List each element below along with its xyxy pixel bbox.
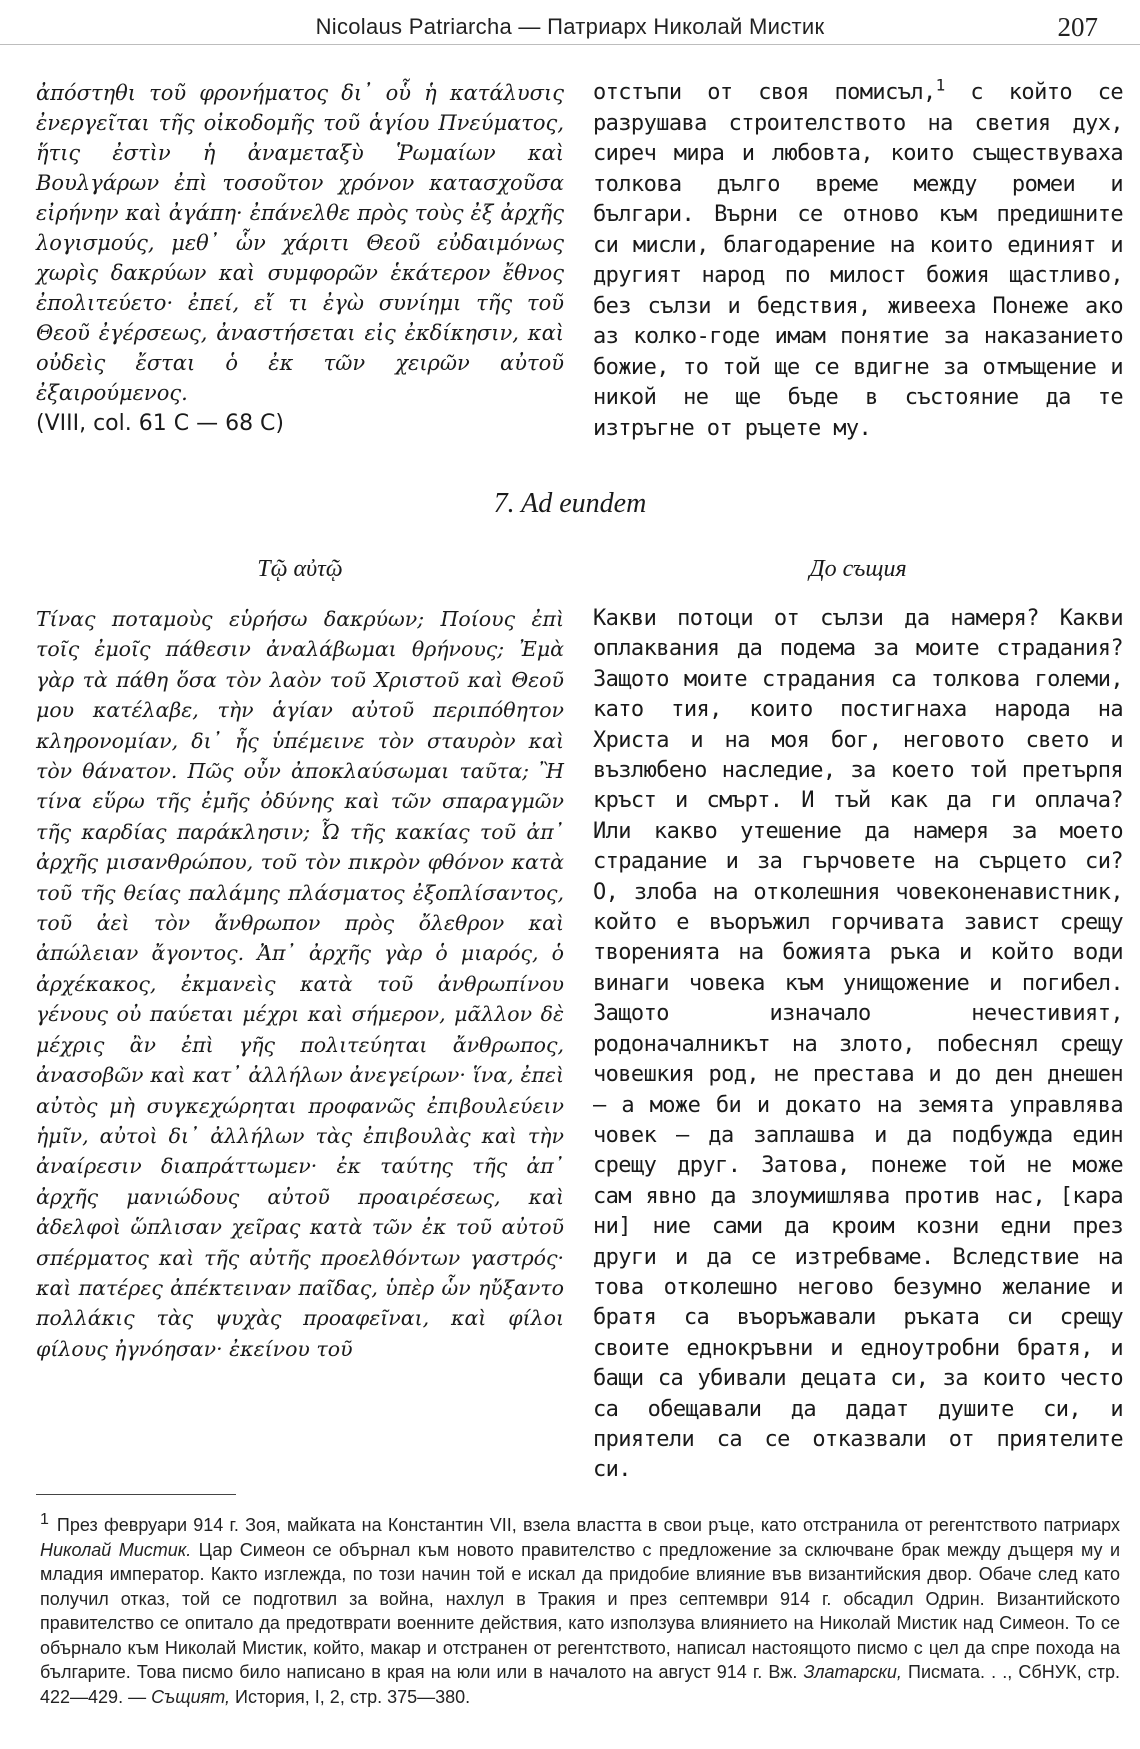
footnote-text-2: Цар Симеон се обърнал към новото правителство с предложение за сключване брак между дъщеря му и младия император. Както изглежда, по този начин той е искал да придобие влияние във византийския двор. Обаче след като получил отказ, той се подготвил за война, нахлул в Тракия и през септември 914 г. обсадил Одрин. Византийското правителство се опитало да предотврати военните действия, като използува влиянието на Николай Мистик над Симеон. То се обърнало към Николай Мистик, който, макар и отстранен от регентството, написал настоящото писмо с цел да спре похода на българите. Това писмо било написано в края на юли или в началото на август 914 г. Вж.	[40, 1539, 1120, 1682]
greek-subtitle: Τῷ αὐτῷ	[257, 556, 343, 582]
footnote-italic-same: Същият,	[151, 1686, 230, 1707]
greek-text-block-1	[36, 78, 564, 439]
greek-paragraph: ἀπόστηθι τοῦ φρονήματος δι᾽ οὗ ἡ κατάλυσις ἐνεργεῖται τῆς οἰκοδομῆς τοῦ ἁγίου Πνεύματος, ἥτις ἐστὶν ἡ ἀναμεταξὺ Ῥωμαίων καὶ Βουλγάρων ἐπὶ τοσοῦτον χρόνον κατασχοῦσα εἰρήνην καὶ ἀγάπη· ἐπάνελθε πρὸς τοὺς ἐξ ἀρχῆς λογισμούς, μεθ᾽ ὧν χάριτι Θεοῦ εὐδαιμόνως χωρὶς δακρύων καὶ συμφορῶν ἑκάτερον ἔθνος ἐπολιτεύετο· ἐπεί, εἴ τι ἐγὼ συνίημι τῆς τοῦ Θεοῦ ἐγέρσεως, ἀναστήσεται εἰς ἐκδίκησιν, καὶ οὐδεὶς ἔσται ὁ ἐκ τῶν χειρῶν αὐτοῦ ἐξαιρούμενος.	[36, 81, 564, 405]
bulgarian-paragraph-rest: с който се разрушава строителството на светия дух, сиреч мира и любовта, които съществуваха толкова дълго време между ромеи и българи. Върни се отново към предишните си мисли, благодарение на които единият и другият народ по милост божия щастливо, без сълзи и бедствия, живееха Понеже ако аз колко-годе имам понятие за наказанието божие, то той ще се вдигне за отмъщение и никой не ще бъде в състояние да те изтръгне от ръцете му.	[593, 80, 1123, 441]
bulgarian-letter-text: Какви потоци от сълзи да намеря? Какви оплаквания да подема за моите страдания? Защото моите страдания са толкова големи, като тия, които постигнаха народа на Христа и на моя бог, неговото свето и възлюбено наследие, за което той претърпя кръст и смърт. И тъй как да ги оплача? Или какво утешение да намеря за моето страдание и за гърчовете на сърцето си? О, злоба на отколешния човеконенавистник, който е въоръжил горчивата завист срещу творенията на божията ръка и който води винаги човека към унищожение и погибел. Защото изначало нечестивият, родоначалникът на злото, побеснял срещу човешкия род, не престава и до ден днешен — а може би и докато на земята управлява човек — да заплашва и да подбужда един срещу друг. Затова, понеже той не може сам явно да злоумишлява против нас, [кара ни] ние сами да кроим козни едни през други и да се изтребваме. Вследствие на това отколешно негово безумно желание и братя са въоръжавали ръката си срещу своите еднокръвни и едноутробни братя, и бащи са убивали децата си, за които често са обещавали да дадат душите си, и приятели са се отказвали от приятелите си.	[593, 606, 1123, 1483]
footnote-italic-author: Златарски,	[803, 1662, 902, 1682]
page-header	[0, 8, 1140, 45]
page-number: 207	[1057, 12, 1098, 42]
greek-citation: (VIII, col. 61 C — 68 C)	[36, 411, 285, 436]
running-title: Nicolaus Patriarcha — Патриарх Николай Мистик	[315, 14, 825, 39]
greek-letter-text: Τίνας ποταμοὺς εὑρήσω δακρύων; Ποίους ἐπὶ τοῖς ἐμοῖς πάθεσιν ἀναλάβωμαι θρήνους; Ἐμὰ γὰρ τὰ πάθη ὅσα τὸν λαὸν τοῦ Χριστοῦ καὶ Θεοῦ μου κατέλαβε, τὴν ἁγίαν αὐτοῦ περιπόθητον κληρονομίαν, δι᾽ ἧς ὑπέμεινε τὸν σταυρὸν καὶ τὸν θάνατον. Πῶς οὖν ἀποκλαύσωμαι ταῦτα; Ἢ τίνα εὕρω τῆς ἐμῆς ὀδύνης καὶ τῶν σπαραγμῶν τῆς καρδίας παράκλησιν; Ὦ τῆς κακίας τοῦ ἀπ᾽ ἀρχῆς μισανθρώπου, τοῦ τὸν πικρὸν φθόνον κατὰ τοῦ τῆς θείας παλάμης πλάσματος ἐξοπλίσαντος, τοῦ ἀεὶ τὸν ἄνθρωπον πρὸς ὄλεθρον καὶ ἀπώλειαν ἄγοντος. Ἀπ᾽ ἀρχῆς γὰρ ὁ μιαρός, ὁ ἀρχέκακος, ἐκμανεὶς κατὰ τοῦ ἀνθρωπίνου γένους οὐ παύεται μέχρι καὶ σήμερον, μᾶλλον δὲ μέχρις ἂν ἐπὶ γῆς πολιτεύηται ἄνθρωπος, ἀνασοβῶν καὶ κατ᾽ ἀλλήλων ἀνεγείρων· ἵνα, ἐπεὶ αὐτὸς μὴ συγκεχώρηται προφανῶς ἐπιβουλεύειν ἡμῖν, αὐτοὶ δι᾽ ἀλλήλων τὰς ἐπιβουλὰς καὶ τὴν ἀναίρεσιν διαπράττωμεν· ἐκ ταύτης τῆς ἀπ᾽ ἀρχῆς μανιώδους αὐτοῦ προαιρέσεως, καὶ ἀδελφοὶ ὥπλισαν χεῖρας κατὰ τῶν ἐκ τοῦ αὐτοῦ σπέρματος καὶ τῆς αὐτῆς προελθόντων γαστρός· καὶ πατέρες ἀπέκτειναν παῖδας, ὑπὲρ ὧν ηὔξαντο πολλάκις τὰς ψυχὰς προαφεῖναι, καὶ φίλοι φίλους ἠγνόησαν· ἐκείνου τοῦ	[36, 607, 564, 1361]
footnote	[40, 1508, 1120, 1709]
footnote-divider	[36, 1494, 236, 1495]
footnote-text-4: История, I, 2, стр. 375—380.	[230, 1686, 471, 1707]
footnote-reference: 1	[935, 75, 945, 95]
section-title: 7. Ad eundem	[493, 488, 647, 519]
bulgarian-text-block-2	[593, 604, 1123, 1486]
footnote-number: 1	[40, 1511, 49, 1528]
footnote-text-1: През февруари 914 г. Зоя, майката на Константин VII, взела властта в свои ръце, като отстранила от регентството патриарх	[56, 1515, 1120, 1535]
bulgarian-text-block-1	[593, 75, 1123, 444]
greek-text-block-2	[36, 604, 564, 1364]
footnote-text-3: Писмата. . ., СбНУК, стр. 422—429. —	[40, 1662, 1120, 1707]
bulgarian-subtitle: До същия	[809, 556, 907, 582]
bulgarian-paragraph-start: отстъпи от своя помисъл,	[593, 80, 936, 105]
footnote-italic-name: Николай Мистик.	[40, 1539, 192, 1560]
